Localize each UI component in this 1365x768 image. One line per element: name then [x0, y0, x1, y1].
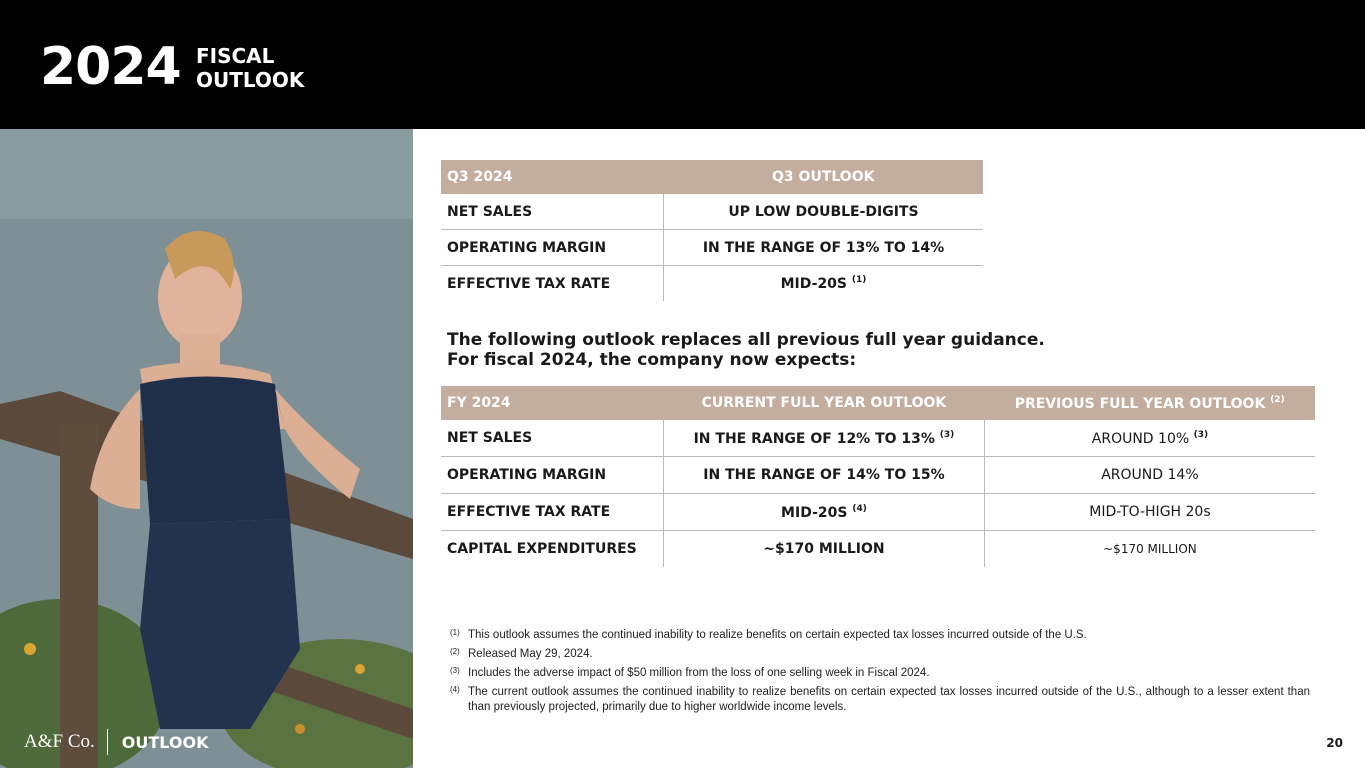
model-photo-illustration	[0, 129, 413, 768]
row-label: EFFECTIVE TAX RATE	[447, 275, 611, 292]
table-row	[441, 230, 983, 266]
footnote-ref: (3)	[1193, 429, 1209, 440]
footnote-ref: (3)	[939, 429, 955, 440]
footnotes	[450, 628, 1310, 719]
row-value: MID-20S $^{(1)}$	[664, 266, 984, 302]
brand-footer	[24, 731, 208, 753]
fy-outlook-table	[441, 386, 1315, 567]
page-number: 20	[1326, 736, 1343, 750]
footnote-text: This outlook assumes the continued inability to realize benefits on certain expected tax losses incurred outside of the U.S.	[468, 629, 1087, 641]
table-row	[441, 457, 1315, 494]
column-header: Q3 2024	[441, 160, 664, 194]
table-row	[441, 494, 1315, 531]
previous-value: ~$170 MILLION	[984, 531, 1315, 568]
table-row	[441, 194, 983, 230]
footnote-text: The current outlook assumes the continued inability to realize benefits on certain expected tax losses incurred outside of the U.S., although to a lesser extent than than previously projected, primarily due to higher worldwide income levels.	[468, 686, 1310, 713]
current-value: IN THE RANGE OF 14% TO 15%	[664, 457, 985, 494]
intro-line1: The following outlook replaces all previous full year guidance.	[447, 330, 1045, 350]
outlook-intro	[447, 330, 1045, 370]
column-header: PREVIOUS FULL YEAR OUTLOOK $^{(2)}$	[984, 386, 1315, 420]
hero-photo	[0, 129, 413, 768]
section-label: OUTLOOK	[121, 732, 209, 752]
q3-outlook-table	[441, 160, 983, 301]
column-header: CURRENT FULL YEAR OUTLOOK	[664, 386, 985, 420]
footnote	[450, 628, 1310, 643]
footnote	[450, 685, 1310, 715]
table-row	[441, 531, 1315, 568]
footnote-number: (4)	[450, 685, 460, 694]
footnote-number: (3)	[450, 666, 460, 675]
intro-line2: For fiscal 2024, the company now expects:	[447, 350, 857, 370]
footnote-ref: (1)	[851, 275, 867, 285]
footnote	[450, 666, 1310, 681]
page-title	[196, 44, 304, 92]
previous-value: MID-TO-HIGH 20s	[984, 494, 1315, 531]
row-label: NET SALES	[441, 194, 664, 230]
footnote-text: Released May 29, 2024.	[468, 648, 593, 660]
row-label: NET SALES	[441, 420, 664, 457]
footnote-ref: (4)	[852, 503, 867, 514]
current-value: ~$170 MILLION	[664, 531, 985, 568]
previous-value: AROUND 10% $^{(3)}$	[984, 420, 1315, 457]
row-label: OPERATING MARGIN	[441, 230, 664, 266]
header-bar	[0, 0, 1365, 129]
previous-value: AROUND 14%	[984, 457, 1315, 494]
page-title-line2: OUTLOOK	[196, 68, 305, 92]
page-title-line1: FISCAL	[196, 44, 275, 68]
footnote-ref: (2)	[1270, 394, 1285, 405]
row-label: CAPITAL EXPENDITURES	[447, 541, 637, 557]
af-logo: A&F Co.	[24, 731, 95, 752]
row-label: OPERATING MARGIN	[441, 457, 664, 494]
footnote-number: (1)	[450, 628, 460, 637]
column-header: FY 2024	[441, 386, 664, 420]
footnote-text: Includes the adverse impact of $50 million from the loss of one selling week in Fiscal 2024.	[468, 667, 930, 679]
footnote-number: (2)	[450, 647, 460, 656]
table-header-row	[441, 160, 983, 194]
current-value: IN THE RANGE OF 12% TO 13% $^{(3)}$	[664, 420, 985, 457]
column-header: Q3 OUTLOOK	[664, 160, 984, 194]
row-label: EFFECTIVE TAX RATE	[441, 494, 664, 531]
page-title-year: 2024	[40, 37, 181, 97]
table-header-row	[441, 386, 1315, 420]
footnote	[450, 647, 1310, 662]
row-value: UP LOW DOUBLE-DIGITS	[664, 194, 984, 230]
row-value: IN THE RANGE OF 13% TO 14%	[664, 230, 984, 266]
current-value: MID-20S $^{(4)}$	[664, 494, 985, 531]
table-row	[441, 266, 983, 302]
table-row	[441, 420, 1315, 457]
brand-divider	[107, 729, 108, 755]
